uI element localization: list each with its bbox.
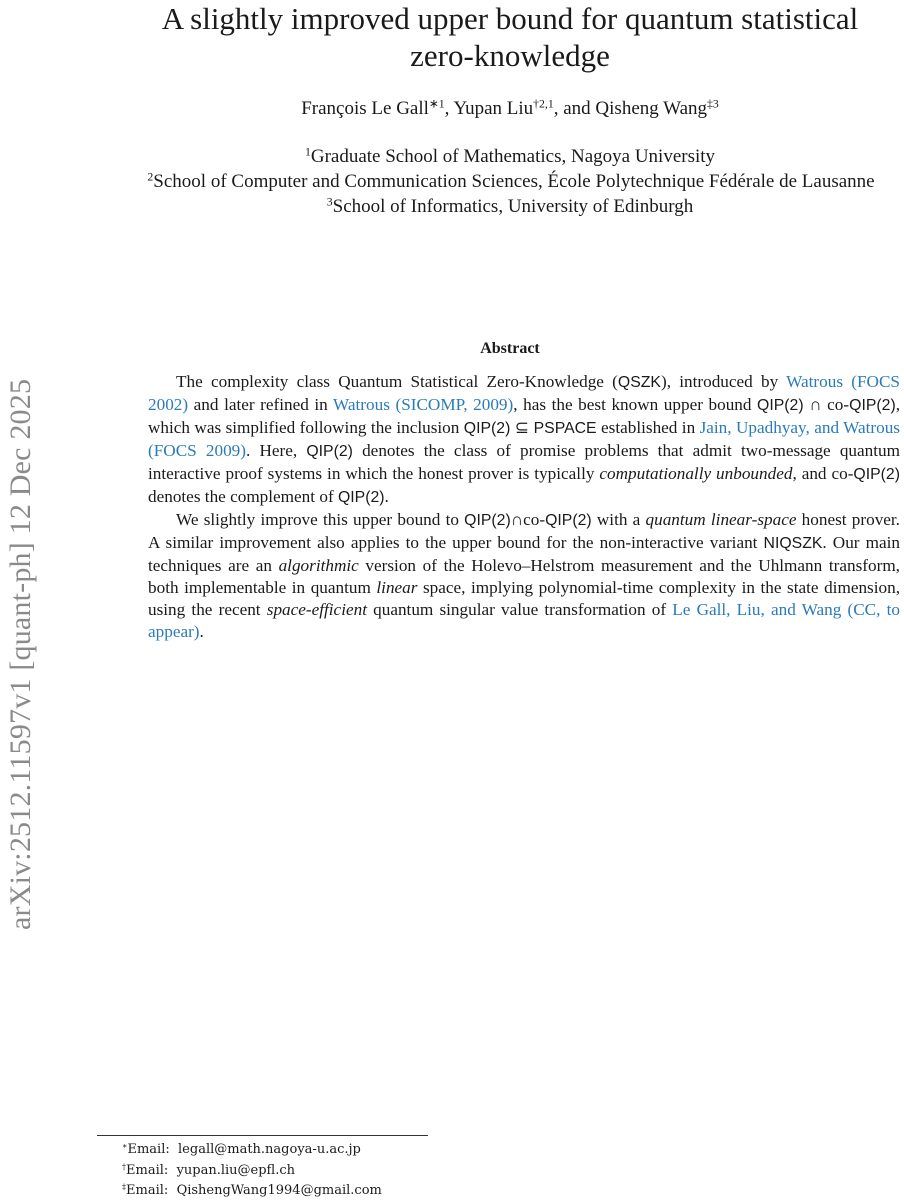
affiliation-text: School of Informatics, University of Edinburgh xyxy=(332,196,694,217)
email-address: QishengWang1994@gmail.com xyxy=(176,1183,382,1198)
text: ⊆ xyxy=(510,418,534,437)
text: ∩co- xyxy=(510,510,546,529)
author-separator: , xyxy=(444,98,454,119)
title-line-1: A slightly improved upper bound for quantum statistical xyxy=(161,1,859,36)
title-line-2: zero-knowledge xyxy=(410,38,610,73)
text: with a xyxy=(591,510,646,529)
footnotes xyxy=(122,1140,382,1202)
citation-link[interactable]: Le Gall, Liu, and Wang (CC, to appear) xyxy=(148,600,900,641)
complexity-class: QIP(2) xyxy=(545,512,592,529)
author-name: Yupan Liu xyxy=(453,98,534,119)
text: ∩ co- xyxy=(803,395,850,414)
text: denotes the complement of xyxy=(148,487,338,506)
abstract-body xyxy=(148,371,900,643)
email-address: legall@math.nagoya-u.ac.jp xyxy=(178,1142,361,1157)
text: ), introduced by xyxy=(660,372,787,391)
abstract-paragraph-1 xyxy=(148,371,900,509)
footnote-label: Email: xyxy=(126,1183,169,1198)
author-marks: ∗1 xyxy=(428,97,445,111)
citation-link[interactable]: Watrous (SICOMP, 2009) xyxy=(333,395,514,414)
author-separator: , and xyxy=(553,98,596,119)
author-list xyxy=(80,98,904,120)
text: and later refined in xyxy=(188,395,334,414)
text: . Here, xyxy=(246,441,307,460)
emphasis: linear xyxy=(376,578,418,597)
text: version of the Holevo–Helstrom measurement and the Uhlmann transform, both implementable in quantum xyxy=(148,556,900,597)
complexity-class: QIP(2) xyxy=(757,397,804,414)
affiliation-2 xyxy=(80,169,904,194)
text: , has the best known upper bound xyxy=(513,395,758,414)
emphasis: computationally unbounded xyxy=(599,464,793,483)
footnote-label: Email: xyxy=(127,1142,170,1157)
author-marks: †2,1 xyxy=(533,97,554,111)
text: The complexity class Quantum Statistical Zero-Knowledge ( xyxy=(176,372,618,391)
affiliation-mark: 3 xyxy=(326,195,333,209)
text: established in xyxy=(596,418,700,437)
footnote-label: Email: xyxy=(126,1162,169,1178)
text: We slightly improve this upper bound to xyxy=(176,510,465,529)
paper-title xyxy=(80,0,904,74)
complexity-class: QSZK xyxy=(617,374,661,391)
emphasis: quantum linear-space xyxy=(645,510,797,529)
complexity-class: QIP(2) xyxy=(337,489,385,506)
footnote-mark: ‡ xyxy=(122,1182,127,1192)
citation-link[interactable]: Jain, Upadhyay, and Watrous (FOCS 2009) xyxy=(148,418,900,460)
emphasis: algorithmic xyxy=(278,556,359,575)
text: , and co- xyxy=(792,464,854,483)
complexity-class: QIP(2) xyxy=(463,420,511,437)
text: . Our main techniques are an xyxy=(148,533,900,575)
text: honest prover. A similar improvement also applies to the upper bound for the non-interactive variant xyxy=(148,510,900,552)
text: denotes the class of promise problems that admit two-message quantum interactive proof systems in which the honest prover is typically xyxy=(148,441,900,483)
affiliation-mark: 1 xyxy=(304,145,311,159)
author-marks: ‡3 xyxy=(707,97,719,111)
complexity-class: QIP(2) xyxy=(853,466,900,483)
text: . xyxy=(199,622,204,641)
text: . xyxy=(384,487,389,506)
abstract-heading: Abstract xyxy=(480,340,540,357)
footnote-divider xyxy=(97,1135,428,1136)
footnote-3 xyxy=(122,1181,382,1202)
complexity-class: PSPACE xyxy=(533,420,597,437)
complexity-class: NIQSZK xyxy=(763,535,823,552)
emphasis: space-efficient xyxy=(266,600,367,619)
affiliations xyxy=(80,144,904,219)
text: quantum singular value transformation of xyxy=(366,600,673,619)
email-address: yupan.liu@epfl.ch xyxy=(176,1162,296,1178)
complexity-class: QIP(2) xyxy=(849,397,896,414)
abstract-paragraph-2 xyxy=(148,509,900,643)
affiliation-mark: 2 xyxy=(147,170,154,184)
footnote-mark: ∗ xyxy=(122,1141,128,1151)
complexity-class: QIP(2) xyxy=(306,443,353,460)
arxiv-identifier-stamp: arXiv:2512.11597v1 [quant-ph] 12 Dec 2025 xyxy=(4,378,37,930)
affiliation-3 xyxy=(80,194,904,219)
author-name: Qisheng Wang xyxy=(595,98,708,119)
footnote-1 xyxy=(122,1140,382,1161)
affiliation-1 xyxy=(80,144,904,169)
text: space, implying polynomial-time complexity in the state dimension, using the recent xyxy=(148,578,900,619)
citation-link[interactable]: Watrous (FOCS 2002) xyxy=(148,372,900,414)
text: , which was simplified following the inclusion xyxy=(148,395,901,437)
affiliation-text: School of Computer and Communication Sciences, École Polytechnique Fédérale de Lausanne xyxy=(153,171,875,192)
footnote-mark: † xyxy=(122,1162,127,1172)
author-name: François Le Gall xyxy=(301,98,429,119)
affiliation-text: Graduate School of Mathematics, Nagoya University xyxy=(310,146,716,167)
footnote-2 xyxy=(122,1161,382,1182)
complexity-class: QIP(2) xyxy=(464,512,511,529)
